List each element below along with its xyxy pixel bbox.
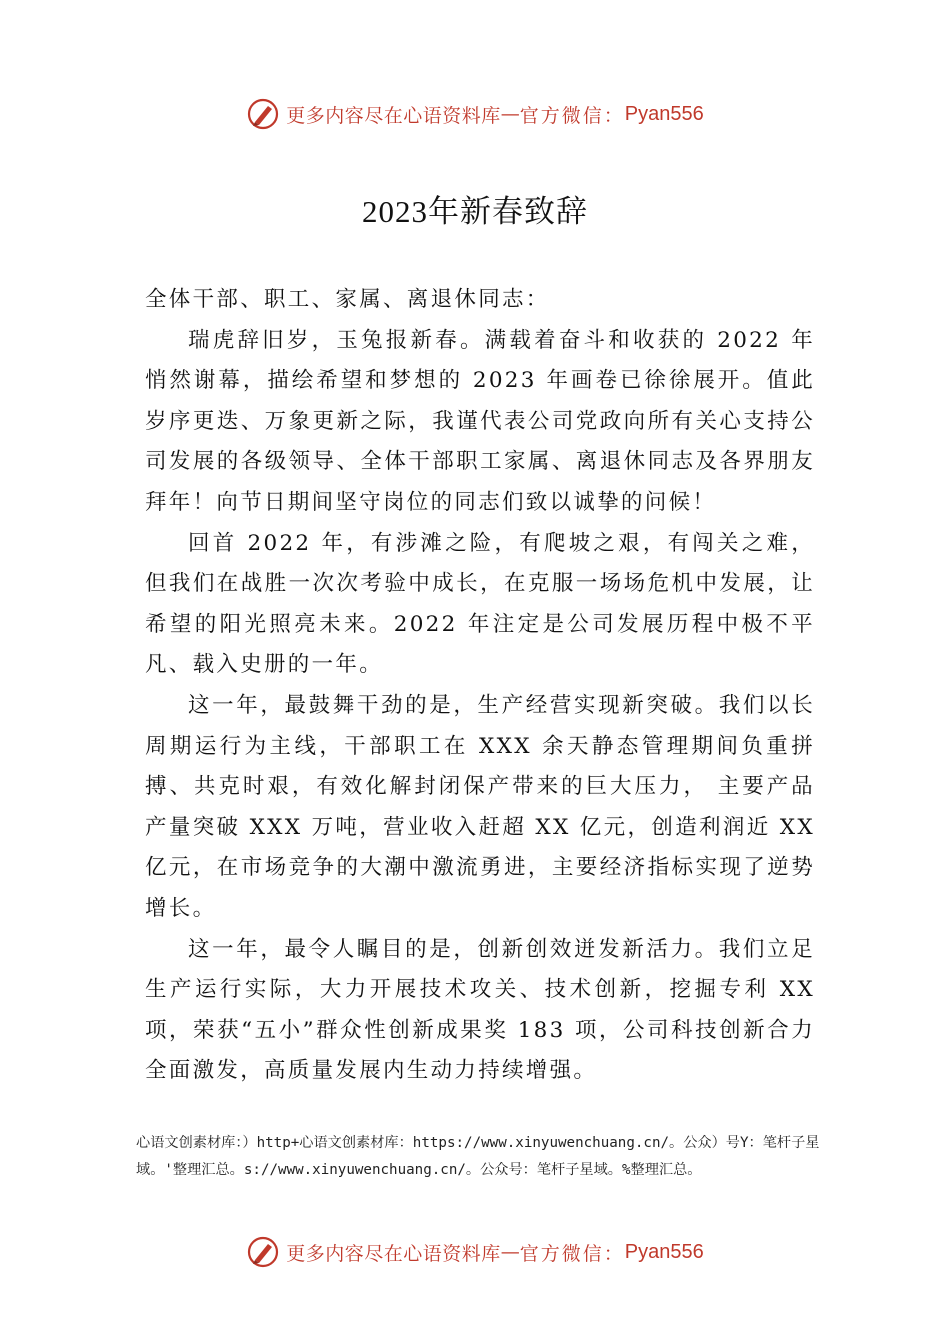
pen-logo-icon	[246, 97, 280, 131]
document-body	[145, 280, 815, 1092]
banner-separator: —	[500, 103, 520, 125]
banner-separator: —	[500, 1241, 520, 1263]
pen-logo-icon	[246, 1235, 280, 1269]
paragraph: 这一年，最鼓舞干劲的是，生产经营实现新突破。我们以长周期运行为主线，干部职工在 XXX 余天静态管理期间负重拼搏、共克时艰，有效化解封闭保产带来的巨大压力， 主要产品产量突破 XXX 万吨，营业收入赶超 XX 亿元，创造利润近 XX 亿元，在市场竞争的大潮中激流勇进，主要经济指标实现了逆势增长。	[145, 692, 815, 921]
banner-text: 更多内容尽在心语资料库	[286, 104, 501, 127]
banner-wechat-label: 官方微信：	[519, 104, 625, 127]
paragraph: 回首 2022 年，有涉滩之险，有爬坡之艰，有闯关之难，但我们在战胜一次次考验中成长，在克服一场场危机中发展，让希望的阳光照亮未来。2022 年注定是公司发展历程中极不平凡、载入史册的一年。	[145, 530, 815, 678]
header-banner	[0, 94, 950, 134]
footer-note: 心语文创素材库：）http+心语文创素材库：https://www.xinyuwenchuang.cn/。公众）号Y：笔杆子星域。'整理汇总。s://www.xinyuwenchuang.cn/。公众号：笔杆子星域。%整理汇总。	[136, 1135, 820, 1178]
banner-text: 更多内容尽在心语资料库	[286, 1242, 501, 1265]
greeting: 全体干部、职工、家属、离退休同志：	[145, 287, 550, 312]
banner-wechat-label: 官方微信：	[519, 1242, 625, 1265]
paragraph: 这一年，最令人瞩目的是，创新创效迸发新活力。我们立足生产运行实际，大力开展技术攻关、技术创新，挖掘专利 XX 项，荣获“五小”群众性创新成果奖 183 项，公司科技创新合力全面激发，高质量发展内生动力持续增强。	[145, 936, 815, 1084]
paragraph: 瑞虎辞旧岁，玉兔报新春。满载着奋斗和收获的 2022 年悄然谢幕，描绘希望和梦想的 2023 年画卷已徐徐展开。值此岁序更迭、万象更新之际，我谨代表公司党政向所有关心支持公司发展的各级领导、全体干部职工家属、离退休同志及各界朋友拜年！向节日期间坚守岗位的同志们致以诚挚的问候！	[145, 327, 815, 515]
banner-wechat-id: Pyan556	[624, 102, 704, 125]
footer-banner	[0, 1232, 950, 1272]
document-title: 2023年新春致辞	[362, 194, 588, 229]
banner-wechat-id: Pyan556	[624, 1240, 704, 1263]
